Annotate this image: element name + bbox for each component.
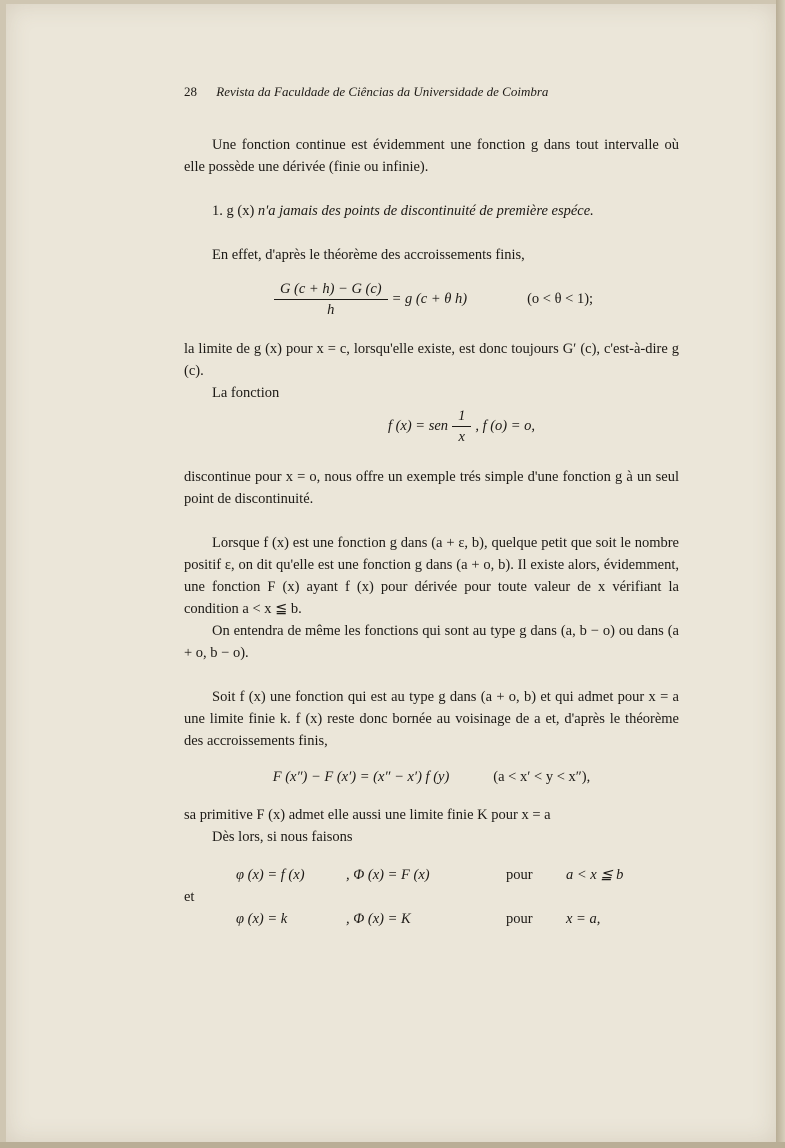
equation-2-numerator: 1: [452, 407, 471, 427]
page-edge-right: [776, 0, 785, 1148]
equation-3-condition: (a < x′ < y < x″),: [493, 769, 591, 785]
phi-definition-1: φ (x) = f (x): [236, 867, 305, 883]
paragraph-8: On entendra de même les fonctions qui sont au type g dans (a, b − o) ou dans (a + o, b − o).: [184, 623, 679, 661]
pour-label-1: pour: [506, 867, 533, 883]
theorem-function: g (x): [226, 203, 255, 219]
phi-definition-2: φ (x) = k: [236, 911, 288, 927]
equation-2: [244, 404, 679, 448]
equation-1-fraction: [274, 280, 388, 319]
equation-1-numerator: G (c + h) − G (c): [274, 280, 388, 300]
equation-2-rhs: , f (o) = o,: [475, 418, 536, 434]
paragraph-11: Dès lors, si nous faisons: [212, 829, 353, 845]
paragraph-9: Soit f (x) une fonction qui est au type g dans (a + o, b) et qui admet pour x = a une limite finie k. f (x) reste donc bornée au voisinage de a et, d'après le théorème des accroissements finis,: [184, 689, 679, 749]
equation-3-body: F (x″) − F (x′) = (x″ − x′) f (y): [272, 769, 450, 785]
condition-2: x = a,: [566, 911, 601, 927]
equation-2-fraction: [452, 407, 471, 446]
et-label: et: [184, 889, 195, 905]
et-row: [184, 886, 679, 908]
paragraph-7: Lorsque f (x) est une fonction g dans (a + ε, b), quelque petit que soit le nombre positif ε, on dit qu'elle est une fonction g dans (a + o, b). Il existe alors, évidemment, une fonction F (x) ayant f (x) pour dérivée pour toute valeur de x vérifiant la condition a < x ≦ b.: [184, 535, 679, 617]
paragraph-3: En effet, d'après le théorème des accroissements finis,: [212, 247, 525, 263]
page-edge-bottom: [0, 1142, 785, 1148]
paragraph-5: La fonction: [212, 385, 280, 401]
definition-row-1: [184, 864, 679, 886]
theorem-statement: n'a jamais des points de discontinuité de première espéce.: [257, 203, 594, 219]
equation-2-denominator: x: [458, 428, 465, 445]
page-body: [184, 134, 679, 930]
running-header: [184, 84, 634, 100]
pour-label-2: pour: [506, 911, 533, 927]
equation-1-rhs: = g (c + θ h): [391, 291, 468, 307]
equation-1: [184, 276, 679, 322]
equation-1-condition: (o < θ < 1);: [527, 291, 594, 307]
page-number: 28: [184, 84, 197, 99]
equation-2-lhs: f (x) = sen: [387, 418, 449, 434]
condition-1: a < x ≦ b: [566, 867, 624, 883]
paragraph-theorem-1: [184, 200, 679, 222]
paragraph-1: Une fonction continue est évidemment une fonction g dans tout intervalle où elle possède une dérivée (finie ou infinie).: [184, 137, 679, 175]
equation-1-denominator: h: [327, 301, 335, 318]
journal-title: Revista da Faculdade de Ciências da Universidade de Coimbra: [216, 84, 549, 99]
paragraph-6: discontinue pour x = o, nous offre un exemple trés simple d'une fonction g à un seul point de discontinuité.: [184, 469, 679, 507]
Phi-definition-1: , Φ (x) = F (x): [346, 867, 430, 883]
paragraph-10: sa primitive F (x) admet elle aussi une limite finie K pour x = a: [184, 807, 551, 823]
paragraph-4: la limite de g (x) pour x = c, lorsqu'elle existe, est donc toujours G′ (c), c'est-à-dire g (c).: [184, 341, 679, 379]
document-page: [6, 4, 776, 1142]
theorem-number: 1.: [212, 203, 223, 219]
definition-row-2: [184, 908, 679, 930]
Phi-definition-2: , Φ (x) = K: [346, 911, 411, 927]
equation-3: [184, 762, 679, 792]
